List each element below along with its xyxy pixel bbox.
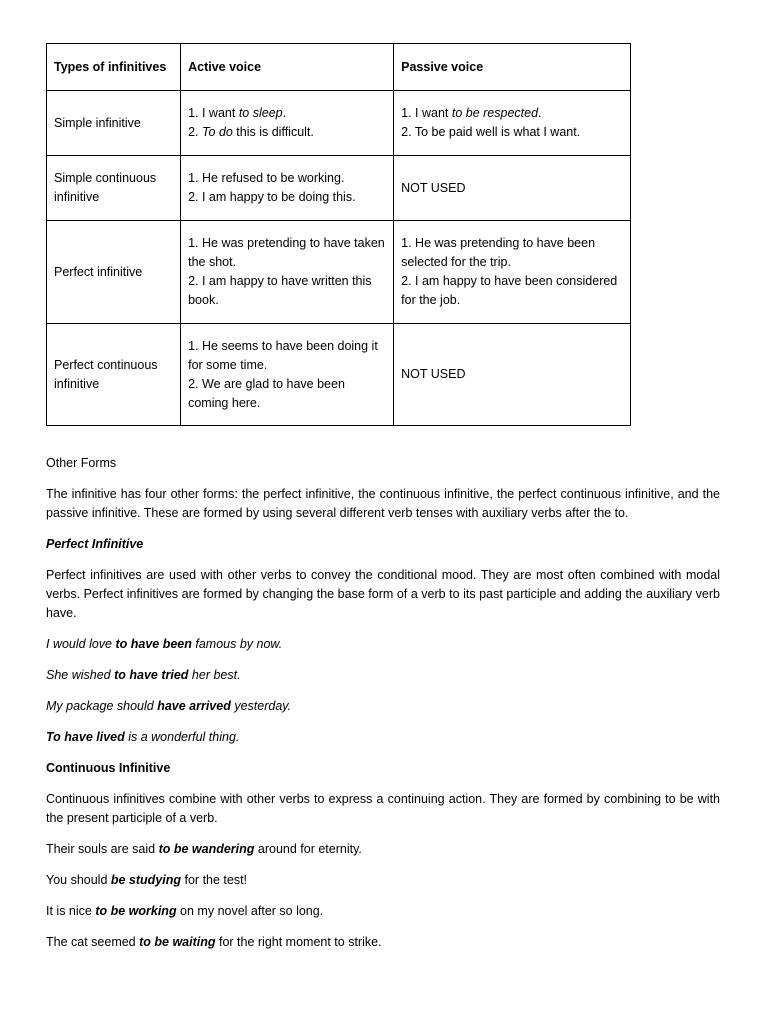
example-sentence [46,933,720,952]
example-sentence [46,697,720,716]
text-run: You should [46,873,111,887]
example-sentence [46,871,720,890]
active-cell [181,91,394,156]
text-run: to sleep [238,106,283,120]
cell-line [188,169,386,188]
text-run: She wished [46,668,115,682]
text-run: To have lived [46,730,125,744]
text-run: for the test! [181,873,248,887]
example-sentence [46,840,720,859]
intro-paragraph: The infinitive has four other forms: the perfect infinitive, the continuous infinitive, the perfect continuous infinitive, and the passive infinitive. These are formed by using several different verb tenses with auxiliary verbs after the to. [46,487,720,520]
text-run: be studying [110,873,182,887]
text-run: My package should [46,699,158,713]
text-run: to be working [95,904,177,918]
text-run: this is difficult. [232,125,314,139]
header-passive-voice: Passive voice [394,44,631,91]
perfect-infinitive-paragraph: Perfect infinitives are used with other verbs to convey the conditional mood. They are most often combined with modal verbs. Perfect infinitives are formed by changing the base form of a verb to its past participle and adding the auxiliary verb have. [46,568,720,620]
header-active-voice: Active voice [181,44,394,91]
cell-line [401,123,623,142]
text-run: famous by now. [191,637,283,651]
active-cell [181,324,394,426]
cell-line [188,104,386,123]
passive-cell [394,324,631,426]
text-run: I would love [46,637,116,651]
table-header-row [47,44,631,91]
cell-line [188,375,386,413]
text-run: to have been [115,637,192,651]
table-row [47,324,631,426]
cell-line [188,123,386,142]
text-run: 2. I am happy to be doing this. [188,190,356,204]
perfect-infinitive-heading: Perfect Infinitive [46,537,144,551]
cell-line [401,104,623,123]
text-run: her best. [188,668,241,682]
cell-line [401,234,623,272]
text-run: NOT USED [401,180,466,195]
table-row [47,91,631,156]
table-row [47,221,631,324]
text-run: yesterday. [230,699,292,713]
passive-cell [394,156,631,221]
example-sentence [46,666,720,685]
example-sentence [46,728,720,747]
text-run: . [538,106,542,120]
text-run: to have tried [114,668,189,682]
row-type: Perfect continuous infinitive [47,324,181,426]
text-run: 2. To be paid well is what I want. [401,125,581,139]
text-run: NOT USED [401,367,466,381]
text-run: to be respected [451,106,539,120]
cell-line [188,272,386,310]
text-run: 2. We are glad to have been coming here. [188,376,345,410]
other-forms-heading: Other Forms [46,456,117,470]
example-sentence [46,635,720,654]
text-run: around for eternity. [254,842,362,856]
passive-cell [394,91,631,156]
passive-cell [394,221,631,324]
cell-line [188,188,386,207]
row-type: Perfect infinitive [47,221,181,324]
text-run: 1. He refused to be working. [188,171,345,185]
continuous-infinitive-heading: Continuous Infinitive [46,761,171,775]
infinitives-table [46,43,631,426]
active-cell [181,221,394,324]
document-page [46,43,720,964]
text-run: 2. I am happy to have written this book. [188,274,372,307]
cell-line [401,272,623,310]
text-run: on my novel after so long. [176,904,324,918]
text-run: . [282,106,287,120]
text-run: The cat seemed [46,935,140,949]
text-run: 1. I want [401,106,452,120]
example-sentence [46,902,720,921]
text-run: 1. I want [188,106,239,120]
text-run: It is nice [46,904,96,918]
text-run: 1. He seems to have been doing it for some time. [188,338,378,372]
table-row [47,156,631,221]
text-run: to be wandering [158,842,255,856]
text-run: 2. I am happy to have been considered for the job. [401,274,618,307]
active-cell [181,156,394,221]
cell-line [188,337,386,375]
text-run: is a wonderful thing. [124,730,240,744]
text-run: to be waiting [139,935,216,949]
text-run: Their souls are said [46,842,159,856]
text-run: have arrived [157,699,231,713]
text-run: for the right moment to strike. [215,935,382,949]
text-run: 1. He was pretending to have taken the shot. [188,236,385,269]
cell-line [401,365,623,384]
text-run: To do [202,125,233,139]
text-run: 1. He was pretending to have been selected for the trip. [401,236,596,269]
row-type: Simple continuous infinitive [47,156,181,221]
header-types: Types of infinitives [47,44,181,91]
continuous-infinitive-paragraph: Continuous infinitives combine with other verbs to express a continuing action. They are formed by combining to be with the present participle of a verb. [46,792,720,825]
text-run: 2. [188,125,202,139]
cell-line [401,179,623,198]
row-type: Simple infinitive [47,91,181,156]
cell-line [188,234,386,272]
body-text [46,454,720,952]
